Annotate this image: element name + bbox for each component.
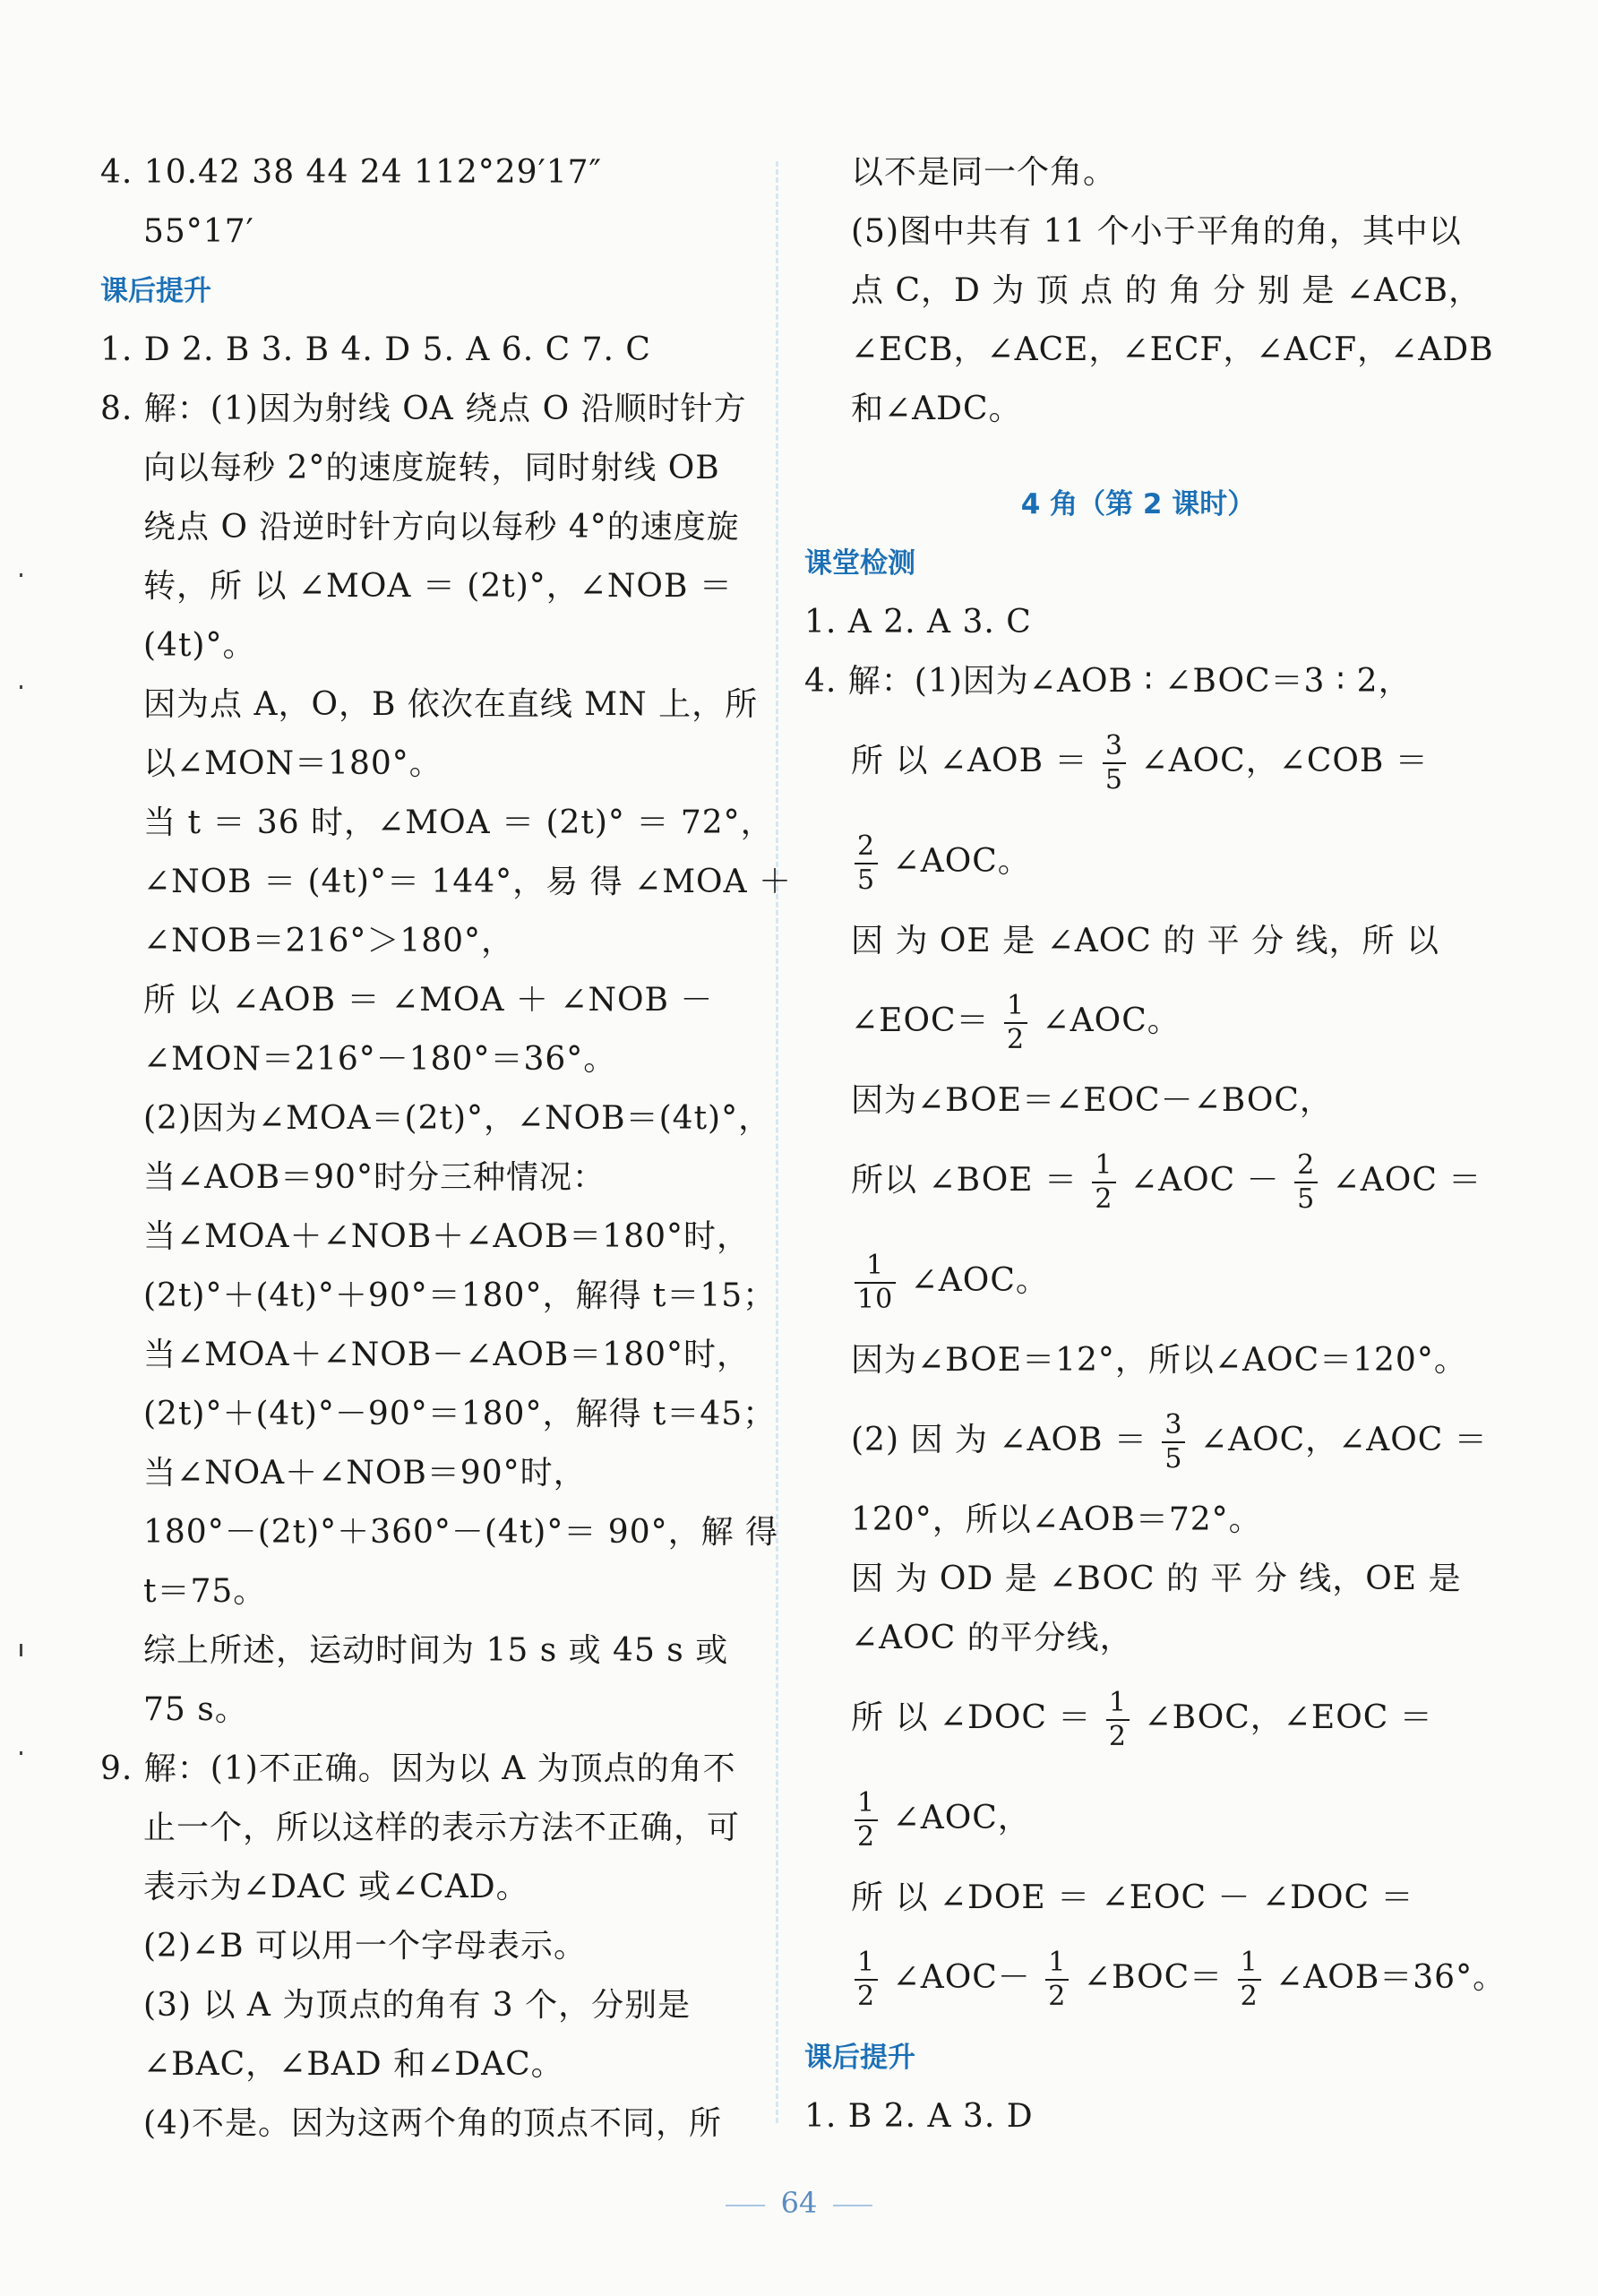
answer-line: (4t)°。 [143,627,256,664]
answer-line: 所 以 ∠AOB ＝ ∠MOA ＋ ∠NOB － [143,982,714,1019]
margin-mark [20,573,22,577]
answer-line: 因为∠BOE＝12°，所以∠AOC＝120°。 [851,1342,1467,1379]
fraction [855,830,878,897]
denominator: 2 [857,1981,876,2012]
answer-line: 75 s。 [143,1691,248,1728]
margin-mark [20,1644,22,1656]
footer-rule [726,2205,765,2206]
fraction [1162,1409,1185,1475]
denominator: 5 [1297,1183,1316,1215]
numerator: 1 [1092,1149,1115,1183]
answer-line: (4)不是。因为这两个角的顶点不同，所 [143,2105,722,2142]
fraction [1045,1947,1069,2013]
fraction [1092,1149,1115,1216]
page-number: 64 [780,2186,818,2220]
numerator: 1 [1238,1947,1261,1981]
answer-line: 以不是同一个角。 [851,154,1117,191]
denominator: 2 [1006,1024,1026,1055]
answer-line: (2t)°＋(4t)°－90°＝180°，解得 t＝45； [143,1396,777,1432]
denominator: 2 [1048,1981,1067,2012]
answer-line: (5)图中共有 11 个小于平角的角，其中以 [851,213,1462,250]
numerator: 1 [1106,1687,1130,1721]
numerator: 3 [1103,730,1126,764]
answer-line: 120°，所以∠AOB＝72°。 [851,1501,1262,1538]
text-fragment: 所 以 ∠AOB ＝ [851,743,1088,779]
footer-rule [833,2205,872,2206]
fraction [855,1947,878,2013]
answer-line: 因 为 OD 是 ∠BOC 的 平 分 线，OE 是 [851,1561,1462,1597]
answer-line: 点 C，D 为 顶 点 的 角 分 别 是 ∠ACB， [851,272,1482,309]
answer-line: 当∠NOA＋∠NOB＝90°时， [143,1455,587,1492]
text-fragment: ∠AOC。 [1042,1002,1181,1039]
answer-line: ∠ECB，∠ACE，∠ECF，∠ACF，∠ADB [851,331,1494,368]
section-heading: 课后提升 [804,2042,915,2074]
fraction [1103,730,1126,796]
left-column [100,143,793,2154]
answer-line: ∠MON＝216°－180°＝36°。 [143,1041,617,1078]
text-fragment: ∠AOC。 [892,843,1031,880]
answer-line: 因为∠BOE＝∠EOC－∠BOC， [851,1082,1333,1119]
answer-line: 综上所述，运动时间为 15 s 或 45 s 或 [143,1632,729,1669]
answer-line: (2)∠B 可以用一个字母表示。 [143,1928,588,1965]
numerator: 3 [1162,1409,1185,1443]
numerator: 1 [1045,1947,1069,1981]
text-fragment: ∠AOC ＝ [1332,1162,1482,1199]
denominator: 2 [857,1821,876,1853]
answer-line [804,711,1472,812]
denominator: 2 [1095,1183,1113,1215]
numerator: 1 [855,1787,878,1821]
answer-line [804,1231,1472,1331]
answer-line: ∠NOB ＝ (4t)°＝ 144°，易 得 ∠MOA ＋ [143,864,793,900]
answer-line: ∠BAC，∠BAD 和∠DAC。 [143,2046,564,2083]
denominator: 5 [1164,1443,1183,1475]
answer-line: 当∠AOB＝90°时分三种情况： [143,1159,606,1196]
fraction [855,1250,896,1316]
answer-line: 1. D 2. B 3. B 4. D 5. A 6. C 7. C [100,331,651,368]
answer-line: 当 t ＝ 36 时，∠MOA ＝ (2t)° ＝ 72°， [143,804,774,841]
answer-line: (2t)°＋(4t)°＋90°＝180°，解得 t＝15； [143,1277,777,1314]
section-heading: 课堂检测 [804,547,915,580]
text-fragment: ∠AOC，∠AOC ＝ [1199,1422,1488,1458]
answer-line: 当∠MOA＋∠NOB－∠AOB＝180°时， [143,1337,751,1373]
answer-line [804,1668,1472,1768]
answer-line: (3) 以 A 为顶点的角有 3 个，分别是 [143,1987,692,2024]
denominator: 5 [1104,764,1124,795]
answer-line: 180°－(2t)°＋360°－(4t)°＝ 90°，解 得 [143,1514,779,1551]
answer-line: 和∠ADC。 [851,391,1022,427]
answer-line: 1. A 2. A 3. C [804,604,1032,641]
answer-line [804,1928,1507,2028]
answer-line: 55°17′ [143,213,254,250]
answer-line: 因为点 A，O，B 依次在直线 MN 上，所 [143,686,759,723]
answer-line [804,1390,1488,1491]
numerator: 1 [855,1947,878,1981]
denominator: 2 [1108,1721,1127,1752]
text-fragment: 所以 ∠BOE ＝ [851,1162,1078,1199]
answer-line: 转，所 以 ∠MOA ＝ (2t)°，∠NOB ＝ [143,568,733,605]
answer-line [804,812,1472,912]
denominator: 2 [1240,1981,1259,2012]
answer-line: ∠AOC 的平分线， [851,1620,1133,1656]
text-fragment: ∠AOB＝36°。 [1276,1959,1507,1996]
answer-line: t＝75。 [143,1573,267,1610]
answer-line: 4. 解：(1)因为∠AOB ∶ ∠BOC＝3 ∶ 2， [804,663,1412,700]
margin-mark [20,685,22,689]
answer-line: 当∠MOA＋∠NOB＋∠AOB＝180°时， [143,1218,751,1255]
answer-line: 所 以 ∠DOE ＝ ∠EOC － ∠DOC ＝ [851,1879,1414,1916]
numerator: 1 [1004,990,1027,1024]
numerator: 2 [1294,1149,1318,1183]
margin-mark [20,1751,22,1755]
right-column [804,143,1507,2146]
answer-line: (2)因为∠MOA＝(2t)°，∠NOB＝(4t)°， [143,1100,772,1137]
answer-line: 因 为 OE 是 ∠AOC 的 平 分 线，所 以 [851,923,1440,959]
fraction [1106,1687,1130,1753]
answer-line [804,971,1472,1071]
fraction [1238,1947,1261,2013]
answer-line: 表示为∠DAC 或∠CAD。 [143,1869,529,1905]
text-fragment: (2) 因 为 ∠AOB ＝ [851,1422,1147,1458]
text-fragment: 所 以 ∠DOC ＝ [851,1699,1092,1736]
text-fragment: ∠AOC， [892,1800,1031,1836]
text-fragment: ∠EOC＝ [851,1002,990,1039]
answer-line: 向以每秒 2°的速度旋转，同时射线 OB [143,450,720,486]
numerator: 1 [855,1250,896,1284]
text-fragment: ∠AOC。 [910,1262,1049,1299]
page-footer [0,2186,1598,2220]
denominator: 5 [857,864,876,896]
text-fragment: ∠AOC，∠COB ＝ [1140,743,1429,779]
answer-line: 9. 解：(1)不正确。因为以 A 为顶点的角不 [100,1750,736,1787]
answer-line: ∠NOB＝216°＞180°， [143,923,515,959]
answer-line [804,1131,1482,1231]
lesson-title: 4 角（第 2 课时） [1020,488,1256,520]
column-divider [776,161,778,2123]
answer-line: 1. B 2. A 3. D [804,2098,1034,2135]
answer-line: 8. 解：(1)因为射线 OA 绕点 O 沿顺时针方 [100,391,747,427]
text-fragment: ∠BOC，∠EOC ＝ [1144,1699,1433,1736]
text-fragment: ∠BOC＝ [1083,1959,1224,1996]
numerator: 2 [855,830,878,864]
text-fragment: ∠AOC － [1130,1162,1280,1199]
answer-line [804,1768,1472,1869]
fraction [1294,1149,1318,1216]
fraction [1004,990,1027,1056]
answer-line: 4. 10.42 38 44 24 112°29′17″ [100,154,603,191]
answer-line: 绕点 O 沿逆时针方向以每秒 4°的速度旋 [143,509,740,546]
denominator: 10 [857,1284,894,1315]
answer-line: 止一个，所以这样的表示方法不正确，可 [143,1810,741,1846]
answer-line: 以∠MON＝180°。 [143,745,442,782]
text-fragment: ∠AOC－ [892,1959,1031,1996]
section-heading: 课后提升 [100,275,211,307]
fraction [855,1787,878,1853]
